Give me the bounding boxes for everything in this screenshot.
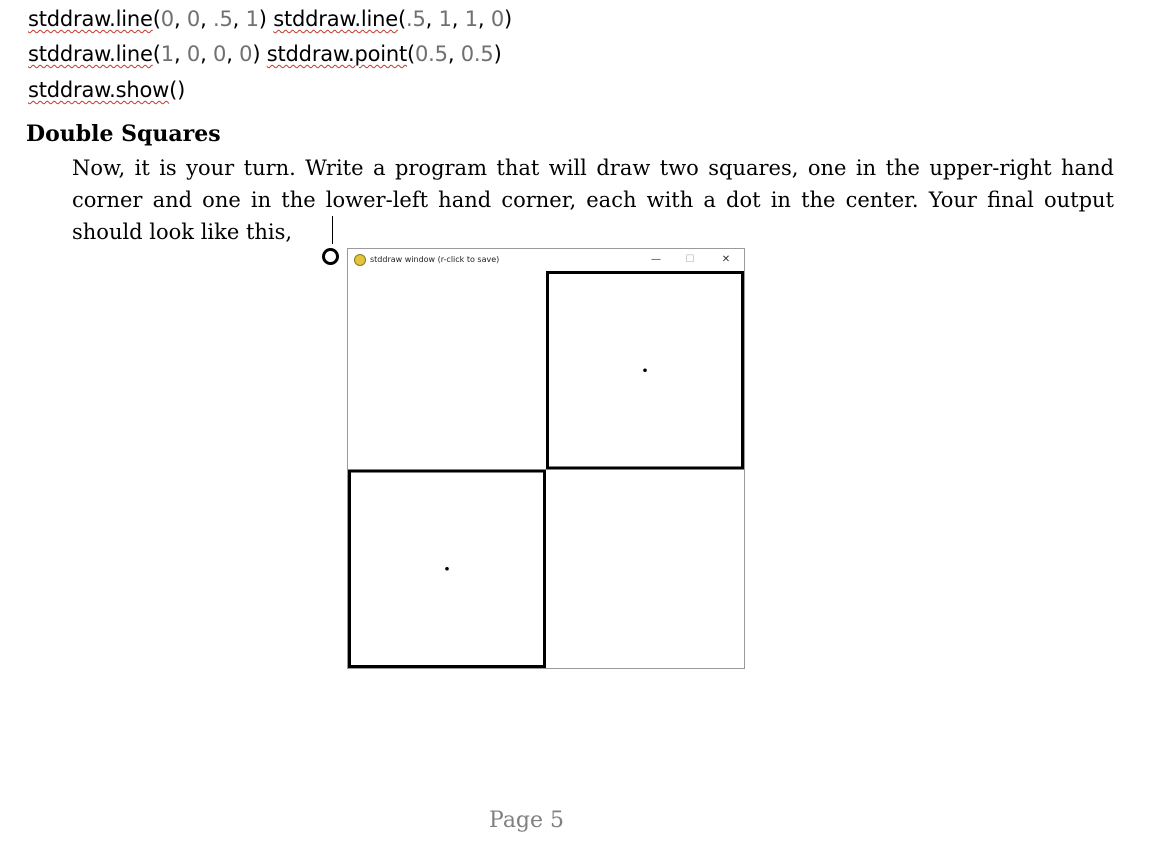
code-punctuation: ) (252, 42, 267, 66)
minimize-icon[interactable]: — (651, 254, 661, 265)
code-number: 0 (186, 42, 201, 66)
code-function-name: stddraw.point (266, 42, 407, 66)
center-point-1 (643, 368, 647, 372)
code-line-2 (28, 41, 502, 67)
code-punctuation: , (200, 42, 214, 66)
code-number: 0 (186, 7, 201, 31)
code-punctuation: , (226, 42, 240, 66)
drawing-canvas[interactable] (348, 271, 744, 668)
code-punctuation: , (477, 7, 491, 31)
page-number: Page 5 (489, 808, 565, 833)
code-punctuation: , (173, 42, 187, 66)
code-punctuation: ) (493, 42, 502, 66)
instruction-paragraph: Now, it is your turn. Write a program that will draw two squares, one in the upper-right hand corner and one in the lower-left hand corner, each with a dot in the center. Your final output should look like this, (72, 156, 1114, 244)
code-function-name: stddraw.line (28, 42, 153, 66)
code-number: 0 (160, 7, 174, 31)
python-app-icon (354, 254, 366, 266)
code-number: 0 (239, 42, 253, 66)
code-punctuation: ( (398, 7, 407, 31)
maximize-icon[interactable]: ☐ (685, 254, 695, 265)
code-number: 1 (464, 7, 478, 31)
section-heading: Double Squares (26, 121, 221, 147)
code-function-name: stddraw.line (273, 7, 399, 31)
code-function-name: stddraw.show (28, 78, 170, 102)
code-punctuation: ( (152, 42, 161, 66)
circle-marker-icon (322, 248, 339, 265)
code-number: 0 (213, 42, 227, 66)
code-line-3 (28, 77, 185, 103)
code-punctuation: ( (152, 7, 161, 31)
code-line-1 (28, 6, 512, 32)
code-number: 0.5 (460, 42, 494, 66)
code-function-name: stddraw.line (28, 7, 153, 31)
code-number: 1 (438, 7, 452, 31)
code-punctuation: () (169, 78, 186, 102)
code-number: 1 (160, 42, 174, 66)
code-punctuation: ) (504, 7, 513, 31)
code-number: 0 (490, 7, 505, 31)
code-number: .5 (213, 7, 233, 31)
code-punctuation: , (232, 7, 246, 31)
code-number: 0.5 (415, 42, 448, 66)
code-punctuation: , (447, 42, 461, 66)
close-icon[interactable]: ✕ (721, 254, 731, 265)
text-cursor (332, 216, 333, 244)
code-punctuation: , (451, 7, 465, 31)
window-title: stddraw window (r-click to save) (370, 255, 500, 264)
code-punctuation: , (200, 7, 214, 31)
code-punctuation: ) (258, 7, 274, 31)
center-point-2 (445, 567, 449, 571)
code-punctuation: , (173, 7, 187, 31)
stddraw-window[interactable] (347, 248, 745, 669)
code-punctuation: ( (407, 42, 415, 66)
code-number: 1 (245, 7, 259, 31)
code-punctuation: , (425, 7, 439, 31)
code-number: .5 (406, 7, 426, 31)
window-titlebar[interactable] (348, 249, 744, 271)
